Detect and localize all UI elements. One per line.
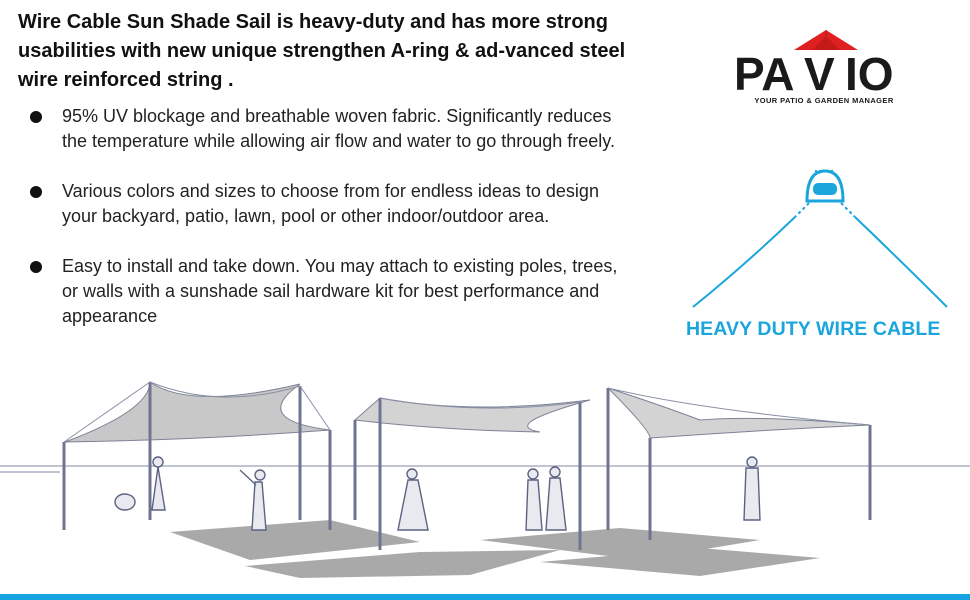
- feature-item: [30, 179, 630, 229]
- svg-text:PA: PA: [734, 48, 795, 98]
- bullet-icon: [30, 261, 42, 273]
- feature-text: Various colors and sizes to choose from for endless ideas to design your backyard, patio, lawn, pool or other indoor/outdoor area.: [62, 181, 599, 226]
- feature-text: Easy to install and take down. You may attach to existing poles, trees, or walls with a sunshade sail hardware kit for best performance and appearance: [62, 256, 618, 326]
- headline: Wire Cable Sun Shade Sail is heavy-duty and has more strong usabilities with new unique strengthen A-ring & ad-vanced steel wire reinforced string .: [18, 11, 626, 91]
- bullet-icon: [30, 111, 42, 123]
- feature-text: 95% UV blockage and breathable woven fabric. Significantly reduces the temperature while allowing air flow and water to go through freely.: [62, 106, 615, 151]
- feature-item: [30, 254, 630, 329]
- feature-item: [30, 104, 630, 154]
- svg-text:IO: IO: [845, 48, 894, 98]
- patio-logo-icon: [732, 28, 912, 98]
- bullet-icon: [30, 186, 42, 198]
- svg-text:V: V: [804, 48, 835, 98]
- logo-tagline: YOUR PATIO & GARDEN MANAGER: [754, 96, 894, 105]
- brand-logo: [732, 28, 912, 108]
- a-ring-icon: [685, 165, 965, 315]
- cable-label: HEAVY DUTY WIRE CABLE: [686, 318, 941, 340]
- bottom-accent-bar: [0, 594, 970, 600]
- feature-list: [30, 104, 630, 354]
- shade-sail-scene-illustration: [0, 370, 970, 592]
